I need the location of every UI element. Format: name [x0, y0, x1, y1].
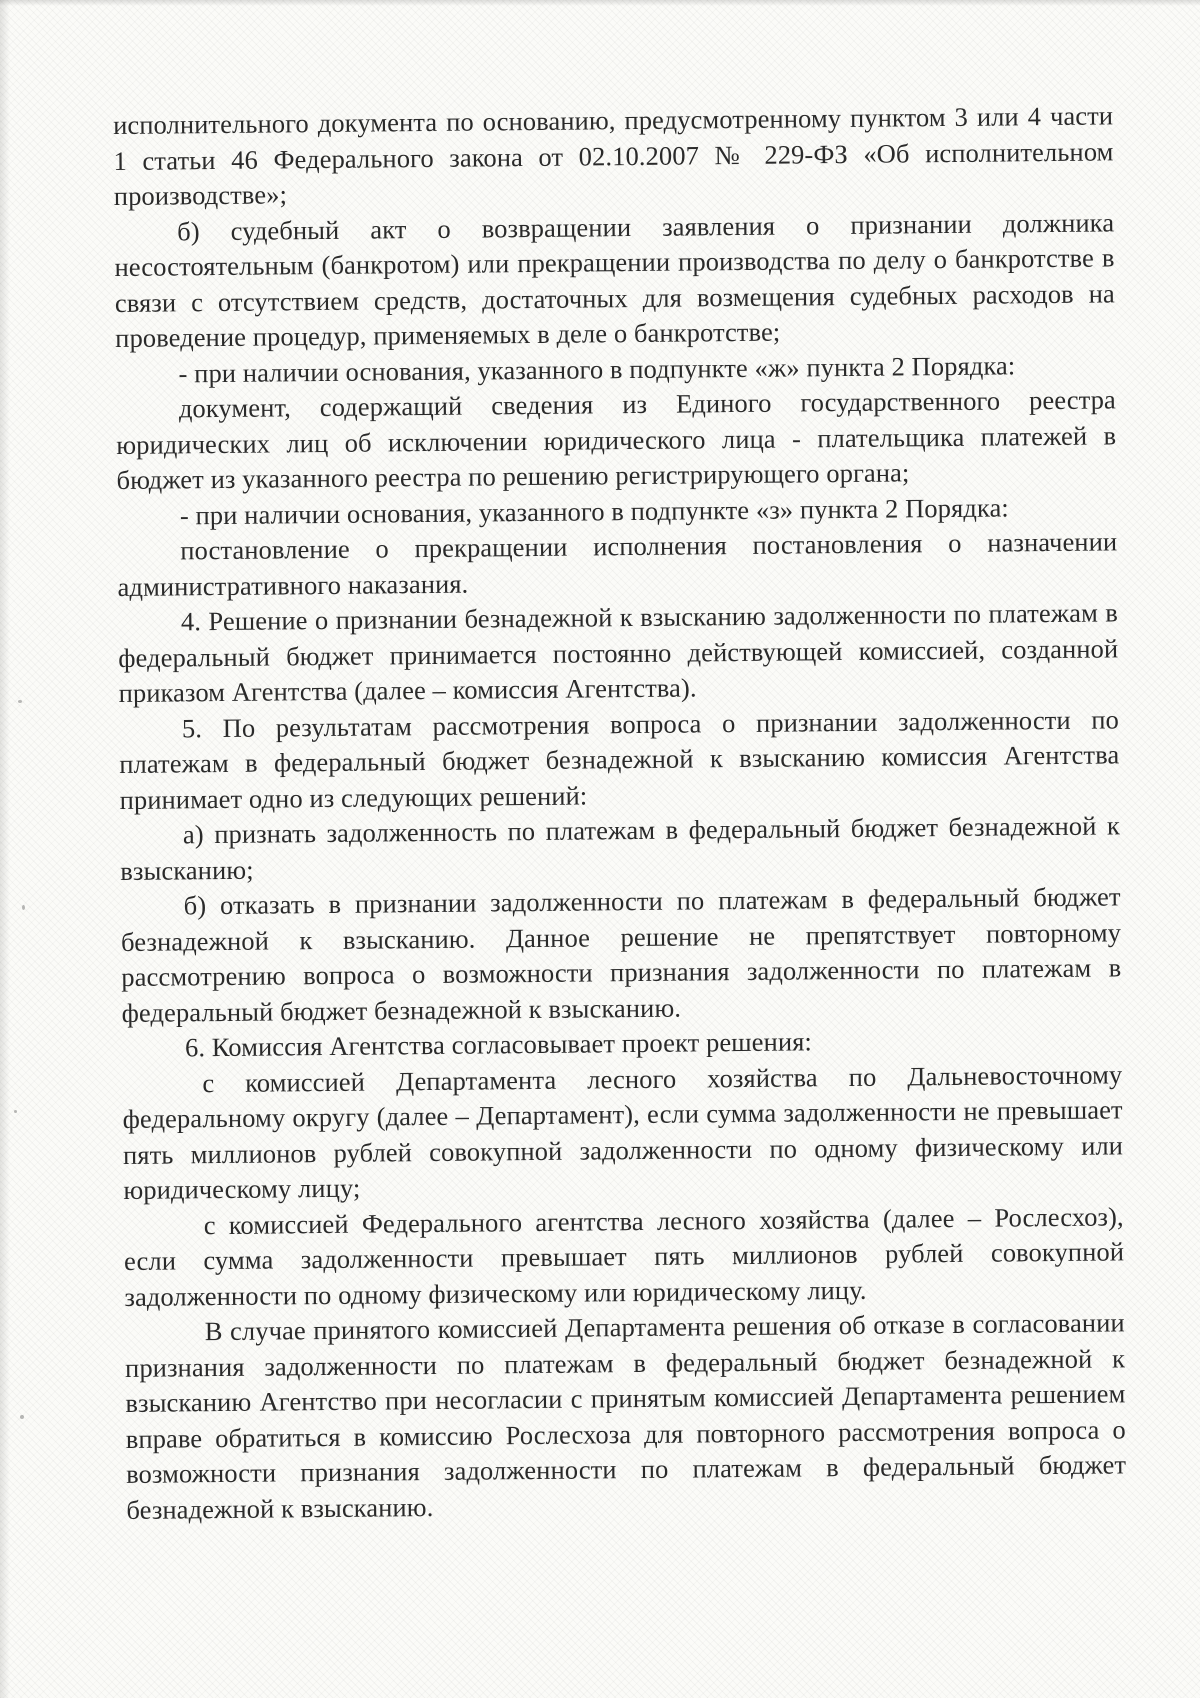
paragraph-decision-b: б) отказать в признании задолженности по платежам в федеральный бюджет безнадежной к взысканию. Данное решение не препятствует повторному рассмотрению вопроса о возможности признания задолженности по платежам в федеральный бюджет безнадежной к взысканию. [120, 881, 1122, 1028]
paragraph-clause-5: 5. По результатам рассмотрения вопроса о признании задолженности по платежам в федеральный бюджет безнадежной к взысканию комиссия Агентства принимает одно из следующих решений: [119, 703, 1120, 815]
scan-edge-top [0, 0, 1200, 6]
scan-speck [14, 1110, 17, 1113]
paragraph-registry-document: документ, содержащий сведения из Единого государственного реестра юридических лиц об исключении юридического лица - плательщика платежей в бюджет из указанного реестра по решению регистрирующего органа; [116, 384, 1117, 495]
paragraph-rosleskhoz-commission: с комиссией Федерального агентства лесного хозяйства (далее – Рослесхоз), если сумма задолженности превышает пять миллионов рублей совокупной задолженности по одному физическому или юридическому лицу. [123, 1200, 1125, 1312]
paragraph-termination-resolution: постановление о прекращении исполнения постановления о назначении административного наказания. [117, 526, 1118, 602]
paragraph-basis-z: - при наличии основания, указанного в подпункте «з» пункта 2 Порядка: [179, 491, 1009, 530]
paragraph-decision-a: а) признать задолженность по платежам в федеральный бюджет безнадежной к взысканию; [120, 810, 1121, 886]
paragraph-basis-zh: - при наличии основания, указанного в подпункте «ж» пункта 2 Порядка: [178, 349, 1016, 388]
document-text [113, 98, 1127, 1528]
paragraph-refusal-case: В случае принятого комиссией Департамента решения об отказе в согласовании признания задолженности по платежам в федеральный бюджет безнадежной к взысканию Агентство при несогласии с принятым комиссией Департамента решением вправе обратиться в комиссию Рослесхоза для повторного рассмотрения вопроса о возможности признания задолженности по платежам в федеральный бюджет безнадежной к взысканию. [124, 1307, 1127, 1525]
paragraph-item-b-court-act: б) судебный акт о возвращении заявления о признании должника несостоятельным (банкротом) или прекращении производства по делу о банкротстве в связи с отсутствием средств, достаточных для возмещения судебных расходов на проведение процедур, применяемых в деле о банкротстве; [114, 206, 1115, 353]
scan-edge-left [0, 0, 10, 1698]
scan-speck [20, 1415, 24, 1419]
paragraph-clause-4: 4. Решение о признании безнадежной к взысканию задолженности по платежам в федеральный бюджет принимается постоянно действующей комиссией, созданной приказом Агентства (далее – комиссия Агентства). [118, 597, 1119, 708]
paragraph-department-commission: с комиссией Департамента лесного хозяйства по Дальневосточному федеральному округу (далее – Департамент), если сумма задолженности не превышает пять миллионов рублей совокупной задолженности по одному физическому или юридическому лицу; [122, 1058, 1124, 1205]
paragraph-continuation: исполнительного документа по основанию, предусмотренному пунктом 3 или 4 части 1 статьи 46 Федерального закона от 02.10.2007 № 229-ФЗ «Об исполнительном производстве»; [113, 100, 1114, 211]
scan-speck [18, 700, 22, 703]
scan-speck [22, 905, 25, 910]
paragraph-clause-6: 6. Комиссия Агентства согласовывает проект решения: [184, 1026, 813, 1063]
